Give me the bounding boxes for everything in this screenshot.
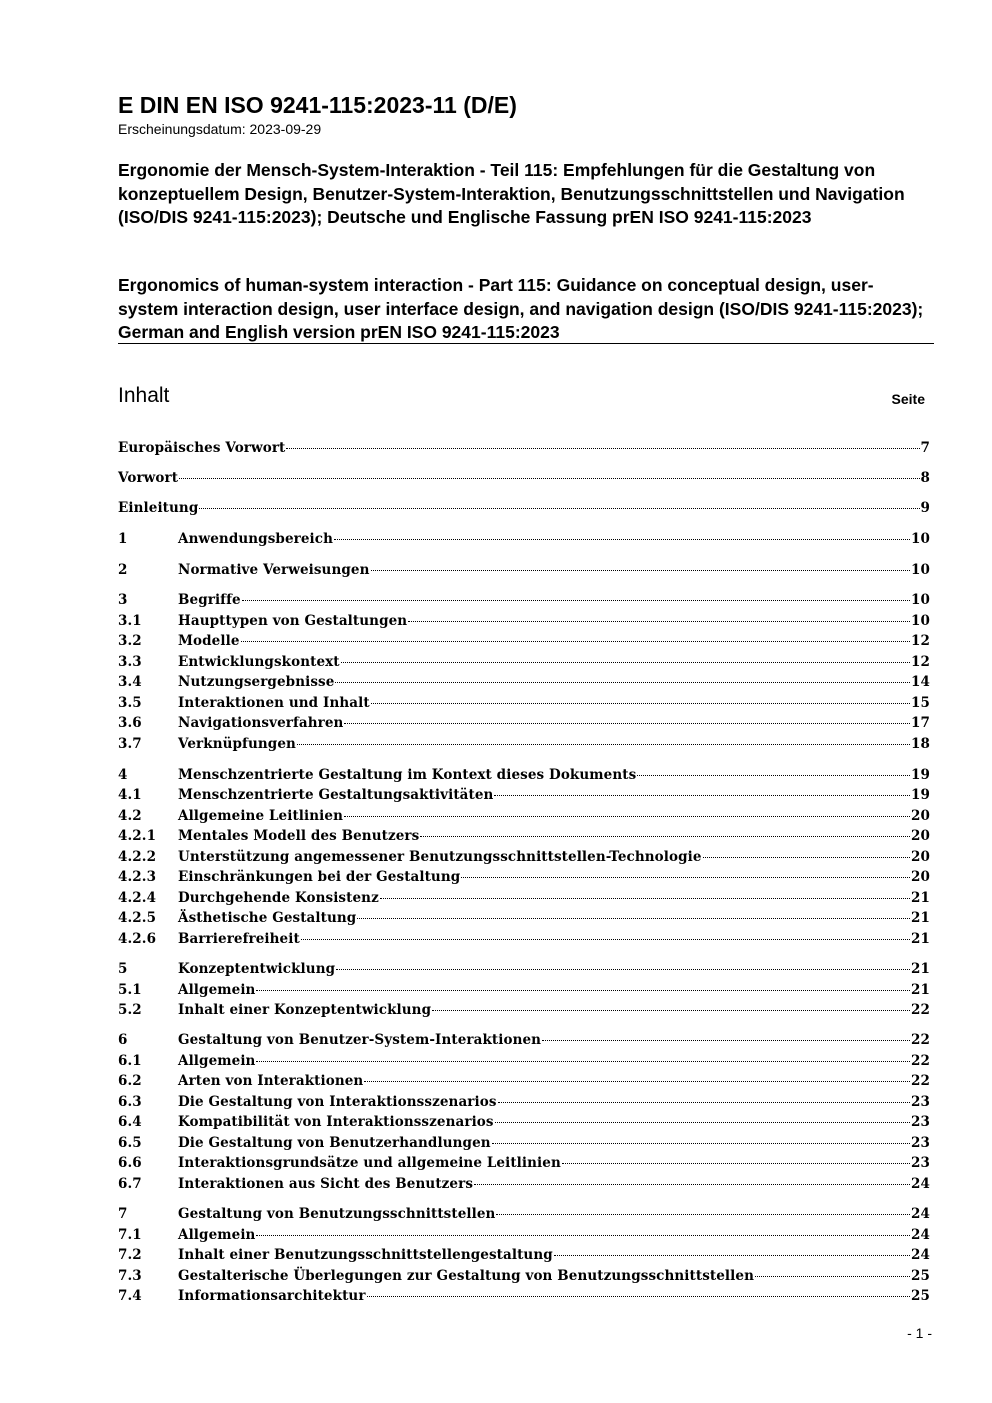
toc-entry-title: Arten von Interaktionen	[178, 1073, 364, 1089]
publication-date: Erscheinungsdatum: 2023-09-29	[118, 121, 322, 137]
toc-entry-page: 18	[911, 736, 930, 752]
toc-entry[interactable]	[118, 961, 930, 981]
toc-entry-title: Verknüpfungen	[178, 736, 296, 752]
toc-entry-title: Anwendungsbereich	[178, 531, 334, 547]
toc-entry-title: Nutzungsergebnisse	[178, 674, 335, 690]
toc-entry[interactable]	[118, 982, 930, 1002]
toc-page-column-label: Seite	[891, 391, 925, 407]
toc-leader-dots	[496, 1214, 910, 1215]
toc-entry-page: 25	[911, 1268, 930, 1284]
toc-leader-dots	[755, 1276, 910, 1277]
toc-entry-page: 25	[911, 1288, 930, 1304]
toc-leader-dots	[256, 1061, 910, 1062]
toc-entry[interactable]	[118, 715, 930, 735]
toc-entry-page: 10	[911, 531, 930, 547]
toc-entry[interactable]	[118, 1268, 930, 1288]
toc-entry[interactable]	[118, 736, 930, 756]
toc-entry-number: 7	[118, 1206, 128, 1222]
toc-entry-page: 24	[911, 1247, 930, 1263]
toc-entry-title: Entwicklungskontext	[178, 654, 340, 670]
toc-entry-page: 14	[911, 674, 930, 690]
toc-entry-title: Gestaltung von Benutzer-System-Interaktionen	[178, 1032, 542, 1048]
toc-entry-page: 24	[911, 1227, 930, 1243]
toc-entry-title: Begriffe	[178, 592, 241, 608]
toc-entry-number: 7.1	[118, 1227, 142, 1243]
toc-entry[interactable]	[118, 633, 930, 653]
toc-leader-dots	[494, 795, 910, 796]
toc-entry-title: Inhalt einer Konzeptentwicklung	[178, 1002, 432, 1018]
toc-entry-title: Unterstützung angemessener Benutzungsschnittstellen-Technologie	[178, 849, 702, 865]
toc-leader-dots	[242, 600, 910, 601]
toc-entry[interactable]	[118, 531, 930, 551]
toc-entry-title: Informationsarchitektur	[178, 1288, 366, 1304]
toc-entry-page: 12	[911, 633, 930, 649]
title-german: Ergonomie der Mensch-System-Interaktion - Teil 115: Empfehlungen für die Gestaltung von konzeptuellem Design, Benutzer-System-Interaktion, Benutzungsschnittstellen und Navigation (ISO/DIS 9241-115:2023); Deutsche und Englische Fassung prEN ISO 9241-115:2023	[118, 160, 905, 227]
toc-entry-page: 19	[911, 787, 930, 803]
document-id: E DIN EN ISO 9241-115:2023-11 (D/E)	[118, 92, 517, 118]
toc-entry-title: Inhalt einer Benutzungsschnittstellengestaltung	[178, 1247, 553, 1263]
toc-entry-number: 6.3	[118, 1094, 142, 1110]
toc-entry-title: Vorwort	[118, 470, 179, 486]
toc-leader-dots	[371, 703, 910, 704]
toc-entry-number: 4.1	[118, 787, 142, 803]
toc-leader-dots	[336, 969, 910, 970]
toc-entry[interactable]	[118, 910, 930, 930]
toc-entry-number: 3.5	[118, 695, 142, 711]
toc-entry[interactable]	[118, 440, 930, 460]
toc-entry[interactable]	[118, 1176, 930, 1196]
toc-entry-number: 3.2	[118, 633, 142, 649]
toc-entry-title: Menschzentrierte Gestaltung im Kontext dieses Dokuments	[178, 767, 637, 783]
toc-entry-number: 3.4	[118, 674, 142, 690]
toc-entry-page: 15	[911, 695, 930, 711]
toc-entry-title: Modelle	[178, 633, 240, 649]
toc-entry-page: 22	[911, 1032, 930, 1048]
toc-entry-title: Durchgehende Konsistenz	[178, 890, 379, 906]
toc-entry[interactable]	[118, 1206, 930, 1226]
toc-entry-page: 22	[911, 1073, 930, 1089]
toc-entry-number: 6.2	[118, 1073, 142, 1089]
toc-entry-title: Kompatibilität von Interaktionsszenarios	[178, 1114, 494, 1130]
toc-entry[interactable]	[118, 592, 930, 612]
toc-entry[interactable]	[118, 849, 930, 869]
toc-entry-number: 6.4	[118, 1114, 142, 1130]
toc-entry-page: 10	[911, 562, 930, 578]
toc-entry-number: 5	[118, 961, 128, 977]
toc-entry-page: 23	[911, 1155, 930, 1171]
toc-entry-number: 5.2	[118, 1002, 142, 1018]
toc-entry[interactable]	[118, 1053, 930, 1073]
title-english: Ergonomics of human-system interaction - Part 115: Guidance on conceptual design, user-system interaction design, user interface design, and navigation design (ISO/DIS 9241-115:2023); German and English version prEN ISO 9241-115:2023	[118, 275, 924, 342]
toc-leader-dots	[199, 508, 919, 509]
toc-entry-title: Europäisches Vorwort	[118, 440, 286, 456]
toc-entry[interactable]	[118, 1227, 930, 1247]
toc-entry-title: Ästhetische Gestaltung	[178, 910, 357, 926]
toc-entry-number: 5.1	[118, 982, 142, 998]
toc-entry-title: Interaktionsgrundsätze und allgemeine Leitlinien	[178, 1155, 561, 1171]
toc-entry-page: 21	[911, 982, 930, 998]
toc-entry-title: Interaktionen und Inhalt	[178, 695, 370, 711]
toc-entry[interactable]	[118, 470, 930, 490]
toc-leader-dots	[179, 478, 919, 479]
toc-entry-number: 3.6	[118, 715, 142, 731]
toc-entry-title: Allgemeine Leitlinien	[178, 808, 344, 824]
toc-entry-title: Mentales Modell des Benutzers	[178, 828, 420, 844]
toc-entry[interactable]	[118, 1247, 930, 1267]
toc-entry[interactable]	[118, 613, 930, 633]
toc-entry-number: 4.2	[118, 808, 142, 824]
toc-entry-page: 10	[911, 613, 930, 629]
toc-entry-title: Gestaltung von Benutzungsschnittstellen	[178, 1206, 496, 1222]
toc-entry-number: 7.2	[118, 1247, 142, 1263]
toc-entry-number: 6	[118, 1032, 128, 1048]
toc-heading: Inhalt	[118, 384, 170, 407]
toc-entry-title: Menschzentrierte Gestaltungsaktivitäten	[178, 787, 494, 803]
toc-entry-title: Haupttypen von Gestaltungen	[178, 613, 408, 629]
toc-leader-dots	[408, 621, 910, 622]
toc-entry-title: Einschränkungen bei der Gestaltung	[178, 869, 461, 885]
toc-entry[interactable]	[118, 674, 930, 694]
toc-entry-page: 20	[911, 869, 930, 885]
toc-entry-number: 4.2.3	[118, 869, 157, 885]
toc-entry-number: 6.1	[118, 1053, 142, 1069]
toc-entry-number: 6.5	[118, 1135, 142, 1151]
toc-leader-dots	[256, 990, 910, 991]
toc-entry[interactable]	[118, 654, 930, 674]
toc-entry-number: 7.3	[118, 1268, 142, 1284]
toc-entry-number: 4.2.4	[118, 890, 157, 906]
toc-leader-dots	[286, 448, 919, 449]
toc-entry-number: 6.6	[118, 1155, 142, 1171]
toc-entry-title: Allgemein	[178, 1053, 256, 1069]
toc-entry-page: 8	[920, 470, 930, 486]
toc-entry-title: Die Gestaltung von Interaktionsszenarios	[178, 1094, 497, 1110]
toc-entry-page: 20	[911, 828, 930, 844]
toc-entry[interactable]	[118, 890, 930, 910]
toc-entry-page: 21	[911, 890, 930, 906]
toc-entry-number: 3	[118, 592, 128, 608]
toc-entry-page: 12	[911, 654, 930, 670]
toc-entry-page: 7	[920, 440, 930, 456]
toc-entry[interactable]	[118, 1155, 930, 1175]
toc-entry-page: 24	[911, 1206, 930, 1222]
toc-leader-dots	[241, 641, 910, 642]
toc-entry-number: 4.2.5	[118, 910, 157, 926]
toc-entry-page: 17	[911, 715, 930, 731]
toc-leader-dots	[364, 1081, 910, 1082]
toc-entry-title: Allgemein	[178, 982, 256, 998]
toc-entry-number: 3.7	[118, 736, 142, 752]
toc-leader-dots	[380, 898, 910, 899]
toc-entry[interactable]	[118, 787, 930, 807]
title-divider	[118, 343, 934, 344]
toc-entry[interactable]	[118, 1114, 930, 1134]
toc-entry-title: Gestalterische Überlegungen zur Gestaltung von Benutzungsschnittstellen	[178, 1268, 754, 1284]
toc-leader-dots	[341, 662, 910, 663]
toc-entry[interactable]	[118, 1032, 930, 1052]
toc-entry-title: Normative Verweisungen	[178, 562, 370, 578]
toc-leader-dots	[542, 1040, 910, 1041]
toc-leader-dots	[344, 816, 910, 817]
toc-entry-page: 23	[911, 1135, 930, 1151]
toc-leader-dots	[367, 1296, 910, 1297]
toc-leader-dots	[256, 1235, 910, 1236]
toc-entry-page: 23	[911, 1114, 930, 1130]
toc-entry[interactable]	[118, 1094, 930, 1114]
toc-entry-title: Einleitung	[118, 500, 199, 516]
toc-entry[interactable]	[118, 1135, 930, 1155]
toc-leader-dots	[492, 1143, 910, 1144]
toc-entry-title: Interaktionen aus Sicht des Benutzers	[178, 1176, 474, 1192]
toc-entry-title: Barrierefreiheit	[178, 931, 300, 947]
toc-leader-dots	[334, 539, 910, 540]
toc-entry[interactable]	[118, 1288, 930, 1308]
toc-entry-page: 24	[911, 1176, 930, 1192]
toc-entry[interactable]	[118, 931, 930, 951]
toc-entry-number: 4	[118, 767, 128, 783]
toc-entry-title: Navigationsverfahren	[178, 715, 344, 731]
toc-entry-number: 7.4	[118, 1288, 142, 1304]
toc-entry-number: 6.7	[118, 1176, 142, 1192]
toc-entry-page: 21	[911, 961, 930, 977]
page-number: - 1 -	[907, 1325, 932, 1341]
toc-entry[interactable]	[118, 1002, 930, 1022]
toc-entry-page: 21	[911, 910, 930, 926]
toc-leader-dots	[461, 877, 910, 878]
toc-entry-page: 21	[911, 931, 930, 947]
toc-entry-page: 22	[911, 1002, 930, 1018]
toc-leader-dots	[344, 723, 910, 724]
toc-entry-page: 23	[911, 1094, 930, 1110]
toc-entry-number: 4.2.2	[118, 849, 157, 865]
toc-entry-number: 4.2.6	[118, 931, 157, 947]
toc-entry[interactable]	[118, 500, 930, 520]
toc-entry[interactable]	[118, 828, 930, 848]
toc-entry-title: Konzeptentwicklung	[178, 961, 336, 977]
toc-leader-dots	[498, 1102, 910, 1103]
toc-entry-page: 20	[911, 849, 930, 865]
toc-leader-dots	[301, 939, 910, 940]
toc-leader-dots	[474, 1184, 910, 1185]
toc-entry[interactable]	[118, 869, 930, 889]
toc-leader-dots	[554, 1255, 910, 1256]
toc-entry-title: Die Gestaltung von Benutzerhandlungen	[178, 1135, 491, 1151]
toc-entry-page: 20	[911, 808, 930, 824]
toc-leader-dots	[420, 836, 910, 837]
toc-leader-dots	[335, 682, 910, 683]
toc-leader-dots	[562, 1163, 910, 1164]
toc-entry[interactable]	[118, 562, 930, 582]
toc-entry[interactable]	[118, 695, 930, 715]
toc-entry-page: 9	[920, 500, 930, 516]
toc-entry-number: 1	[118, 531, 128, 547]
toc-entry-page: 22	[911, 1053, 930, 1069]
toc-entry-title: Allgemein	[178, 1227, 256, 1243]
toc-entry-page: 10	[911, 592, 930, 608]
toc-leader-dots	[432, 1010, 910, 1011]
toc-entry[interactable]	[118, 1073, 930, 1093]
toc-entry-number: 3.3	[118, 654, 142, 670]
toc-entry[interactable]	[118, 767, 930, 787]
toc-leader-dots	[703, 857, 910, 858]
toc-entry-number: 2	[118, 562, 128, 578]
toc-entry-number: 4.2.1	[118, 828, 157, 844]
toc-leader-dots	[357, 918, 910, 919]
toc-leader-dots	[371, 570, 910, 571]
toc-leader-dots	[637, 775, 910, 776]
toc-entry-number: 3.1	[118, 613, 142, 629]
toc-entry[interactable]	[118, 808, 930, 828]
toc-leader-dots	[495, 1122, 910, 1123]
toc-leader-dots	[297, 744, 910, 745]
toc-entry-page: 19	[911, 767, 930, 783]
